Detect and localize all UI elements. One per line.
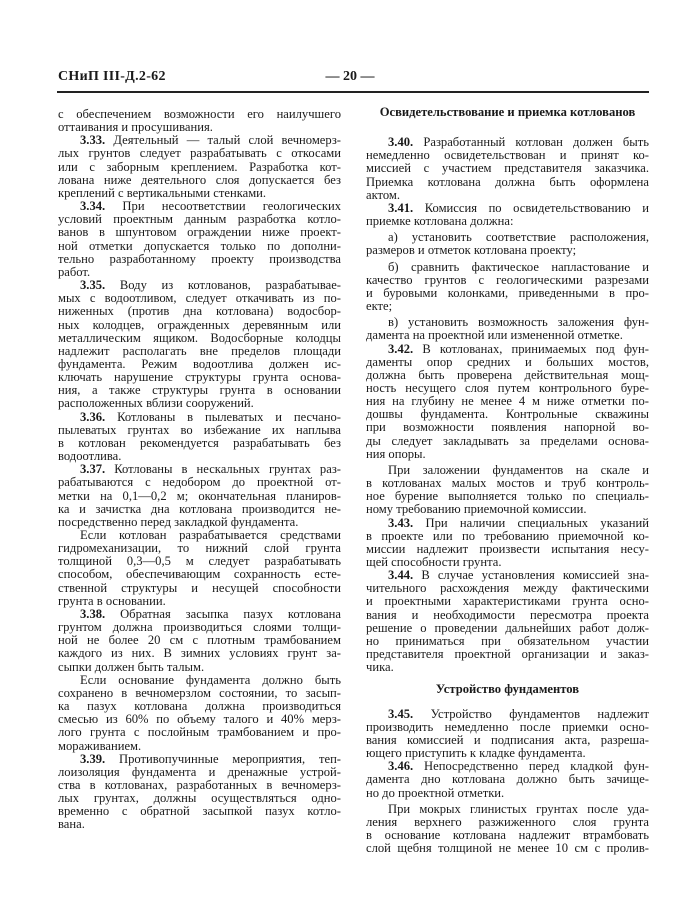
line-text: Обратная засыпка пазух котлована <box>120 606 341 621</box>
line-text: лых грунтах, должны осуществляться одно- <box>58 791 341 806</box>
line-text: расположенных вблизи сооружений. <box>58 396 254 411</box>
clause-number: 3.36. <box>80 409 106 424</box>
line-text: ка и зачистка дна котлована производится не- <box>58 501 341 516</box>
line-text: ственной структуры и несущей способности <box>58 580 341 595</box>
text-line <box>366 842 649 855</box>
clause-3-46 <box>366 760 649 799</box>
line-text: ства в котлованах, разработанных в вечномерз- <box>58 777 341 792</box>
line-text: немедленно освидетельствован и принят ко- <box>366 148 649 163</box>
paragraph <box>58 108 341 134</box>
paragraph <box>366 261 649 314</box>
line-text: ванов в шпунтовом ограждении ниже проект- <box>58 225 341 240</box>
line-text: размеров и отметок котлована проекту; <box>366 243 577 258</box>
clause-3-40 <box>366 136 649 202</box>
clause-3-41 <box>366 202 649 228</box>
text-line <box>366 300 649 313</box>
line-text: б) сравнить фактическое напластование и <box>388 259 649 274</box>
clause-3-38 <box>58 608 341 674</box>
line-text: рабатываются с недобором до проектной от- <box>58 475 341 490</box>
line-text: но приниматься при обязательном участии <box>366 633 649 648</box>
line-text: в) установить возможность заложения фун- <box>388 315 649 330</box>
line-text: ка пазух котлована должна производиться <box>58 699 341 714</box>
line-text: толщиной 0,3—0,5 м следует разрабатывать <box>58 554 341 569</box>
line-text: фундамента. Режим водоотлива должен ис- <box>58 356 341 371</box>
paragraph <box>58 674 341 753</box>
paragraph <box>58 529 341 608</box>
section-heading: Устройство фундаментов <box>435 682 580 697</box>
line-text: вана. <box>58 817 85 832</box>
document-code: СНиП III-Д.2-62 <box>58 69 166 84</box>
line-text: условий проектным данным разработка котло- <box>58 212 341 227</box>
line-text: тельно разработанному проекту производства <box>58 251 341 266</box>
line-text: вания комиссией и подписания акта, разреша- <box>366 732 649 747</box>
line-text: ному требованию приемочной комиссии. <box>366 502 587 517</box>
line-text: ность несущего слоя путем контрольного буре- <box>366 380 649 395</box>
left-column <box>58 108 341 832</box>
header-rule <box>57 91 649 93</box>
text-line <box>366 287 649 300</box>
line-text: мораживанием. <box>58 738 142 753</box>
line-text: При заложении фундаментов на скале и <box>388 462 649 477</box>
line-text: чика. <box>366 660 394 675</box>
line-text: при возможности появления напорной во- <box>366 420 649 435</box>
line-text: а) установить соответствие расположения, <box>388 230 649 245</box>
clause-number: 3.43. <box>388 515 414 530</box>
clause-3-33 <box>58 134 341 200</box>
line-text: миссией с участием представителя заказчика. <box>366 161 649 176</box>
line-text: в проекте или по требованию приемочной ко- <box>366 528 649 543</box>
clause-number: 3.35. <box>80 278 106 293</box>
text-line <box>366 176 649 189</box>
line-text: Разработанный котлован должен быть <box>423 135 649 150</box>
line-text: Приемка котлована должна быть оформлена <box>366 174 649 189</box>
text-line <box>58 253 341 266</box>
clause-3-44 <box>366 569 649 674</box>
line-text: актом. <box>366 187 401 202</box>
line-text: каждого из них. В зимних условиях грунт за- <box>58 646 341 661</box>
text-line <box>366 244 649 257</box>
text-line <box>366 648 649 661</box>
clause-3-39 <box>58 753 341 832</box>
line-text: качество грунтов с геологическими разрезами <box>366 272 649 287</box>
clause-number: 3.46. <box>388 759 414 774</box>
line-text: грунта в основании. <box>58 593 166 608</box>
line-text: В котлованах, принимаемых под фун- <box>422 341 649 356</box>
line-text: лована ниже деятельного слоя допускается без <box>58 172 341 187</box>
clause-number: 3.42. <box>388 341 414 356</box>
line-text: слой щебня толщиной не менее 10 см с пролив- <box>366 841 649 856</box>
line-text: Если основание фундамента должно быть <box>80 672 341 687</box>
clause-number: 3.40. <box>388 135 414 150</box>
line-text: дамента дно котлована должно быть зачище- <box>366 772 649 787</box>
clause-number: 3.45. <box>388 706 414 721</box>
line-text: сыпки должен быть талым. <box>58 659 205 674</box>
line-text: в основание котлована надлежит втрамбовать <box>366 827 649 842</box>
paragraph <box>366 803 649 856</box>
section-heading: Освидетельствование и приемка котлованов <box>379 105 636 119</box>
clause-number: 3.34. <box>80 199 106 214</box>
line-text: надлежит располагать вне пределов площади <box>58 343 341 358</box>
line-text: производить немедленно после приемки осно- <box>366 719 649 734</box>
line-text: временно с обратной засыпкой пазух котло- <box>58 804 341 819</box>
line-text: При несоответствии геологических <box>122 199 341 214</box>
line-text: грунтом должна производиться слоями толщи- <box>58 620 341 635</box>
clause-number: 3.37. <box>80 462 106 477</box>
line-text: лых грунтов следует разрабатывать с откосами <box>58 146 341 161</box>
clause-3-42 <box>366 343 649 461</box>
text-line <box>366 787 649 800</box>
line-text: ключать нарушение структуры грунта основа- <box>58 370 341 385</box>
clause-number: 3.44. <box>388 568 414 583</box>
clause-number: 3.38. <box>80 606 106 621</box>
line-text: лого грунта с послойным трамбованием и про- <box>58 725 341 740</box>
clause-number: 3.41. <box>388 200 414 215</box>
line-text: екте; <box>366 299 393 314</box>
line-text: метки на 0,1—0,2 м; окончательная планиров- <box>58 488 341 503</box>
line-text: мых с водоотливом, следует откачивать из по- <box>58 291 341 306</box>
line-text: ления верхнего разжиженного слоя грунта <box>366 814 649 829</box>
line-text: работ. <box>58 264 91 279</box>
line-text: Комиссия по освидетельствованию и <box>424 200 649 215</box>
line-text: металлическим ящиком. Водосборные колодцы <box>58 330 341 345</box>
line-text: миссии надлежит произвести испытания несу- <box>366 541 649 556</box>
line-text: ной отметки допускается только по дополни- <box>58 238 341 253</box>
clause-number: 3.39. <box>80 751 106 766</box>
line-text: Котлованы в пылеватых и песчано- <box>117 409 341 424</box>
line-text: чительного расхождения между фактическими <box>366 581 649 596</box>
line-text: ния опоры. <box>366 446 426 461</box>
text-line <box>58 805 341 818</box>
page-number: — 20 — <box>325 69 375 84</box>
line-text: При мокрых глинистых грунтах после уда- <box>388 801 649 816</box>
clause-3-37 <box>58 463 341 529</box>
line-text: Если котлован разрабатывается средствами <box>80 528 341 542</box>
line-text: При наличии специальных указаний <box>425 515 649 530</box>
line-text: и проектными характеристиками грунта осно- <box>366 594 649 609</box>
line-text: ды следует закладывать за пределами основа- <box>366 433 649 448</box>
line-text: ния на глубину не менее 4 м ниже отметки по- <box>366 394 649 409</box>
line-text: представителя проектной организации и заказ- <box>366 647 649 662</box>
line-text: Воду из котлованов, разрабатывае- <box>119 278 341 293</box>
line-text: посредственно перед закладкой фундамента. <box>58 514 299 529</box>
line-text: ное бурение выполняется только по специаль- <box>366 489 649 504</box>
line-text: приемке котлована должна: <box>366 214 514 229</box>
line-text: оттаивания и просушивания. <box>58 120 213 135</box>
text-line <box>58 818 341 831</box>
line-text: в котлованах малых мостов и труб контроль- <box>366 476 649 491</box>
line-text: и буровыми колонками, приведенными в про- <box>366 285 649 300</box>
line-text: ющего приступить к кладке фундамента. <box>366 746 586 761</box>
text-line <box>366 448 649 461</box>
line-text: дамента на проектной или измененной отметке. <box>366 328 623 343</box>
line-text: Противопучинные мероприятия, теп- <box>118 751 342 766</box>
line-text: сохранено в вечномерзлом состоянии, то засып- <box>58 685 341 700</box>
clause-3-36 <box>58 411 341 464</box>
paragraph <box>366 316 649 342</box>
line-text: пылеватых грунтах во избежание их наплыва <box>58 422 341 437</box>
line-text: способом, обеспечивающим сохранность есте- <box>58 567 341 582</box>
clause-3-35 <box>58 279 341 411</box>
clause-3-34 <box>58 200 341 279</box>
line-text: водоотлива. <box>58 449 122 464</box>
line-text: ной не более 20 см с плотным трамбованием <box>58 633 341 648</box>
paragraph <box>366 231 649 257</box>
line-text: В случае установления комиссией зна- <box>421 568 649 583</box>
line-text: щей способности грунта. <box>366 555 502 569</box>
clause-number: 3.33. <box>80 133 106 148</box>
clause-3-45 <box>366 708 649 761</box>
line-text: дошвы фундамента. Контрольные скважины <box>366 407 649 422</box>
line-text: Устройство фундаментов надлежит <box>430 706 649 721</box>
line-text: Котлованы в нескальных грунтах раз- <box>114 462 341 477</box>
line-text: или с заборным креплением. Разработка кот- <box>58 159 341 174</box>
paragraph <box>366 464 649 517</box>
line-text: лоизоляция фундамента и дренажные устрой- <box>58 764 341 779</box>
line-text: решение о проведении дальнейших работ долж- <box>366 620 649 635</box>
line-text: в котлован рекомендуется разрабатывать без <box>58 435 341 450</box>
line-text: но до проектной отметки. <box>366 785 505 800</box>
line-text: ных колодцев, огражденных деревянным или <box>58 317 341 332</box>
line-text: ния, а также структуры грунта в основании <box>58 383 341 398</box>
line-text: даменты опор средних и больших мостов, <box>366 354 649 369</box>
right-column <box>366 103 649 855</box>
line-text: Деятельный — талый слой вечномерз- <box>113 133 341 148</box>
line-text: вания и необходимости пересмотра проекта <box>366 607 649 622</box>
line-text: с обеспечением возможности его наилучшего <box>58 107 341 121</box>
line-text: ниженных (против дна котлована) водосбор- <box>58 304 341 319</box>
line-text: гидромеханизации, то нижний слой грунта <box>58 541 341 556</box>
text-line <box>366 215 649 228</box>
line-text: креплений с вертикальными стенками. <box>58 185 267 200</box>
text-line <box>366 661 649 674</box>
line-text: должна быть проверена действительная мощ- <box>366 367 649 382</box>
clause-3-43 <box>366 517 649 570</box>
line-text: смесью из 60% по объему талого и 40% мерз- <box>58 712 341 727</box>
line-text: Непосредственно перед кладкой фун- <box>424 759 649 774</box>
